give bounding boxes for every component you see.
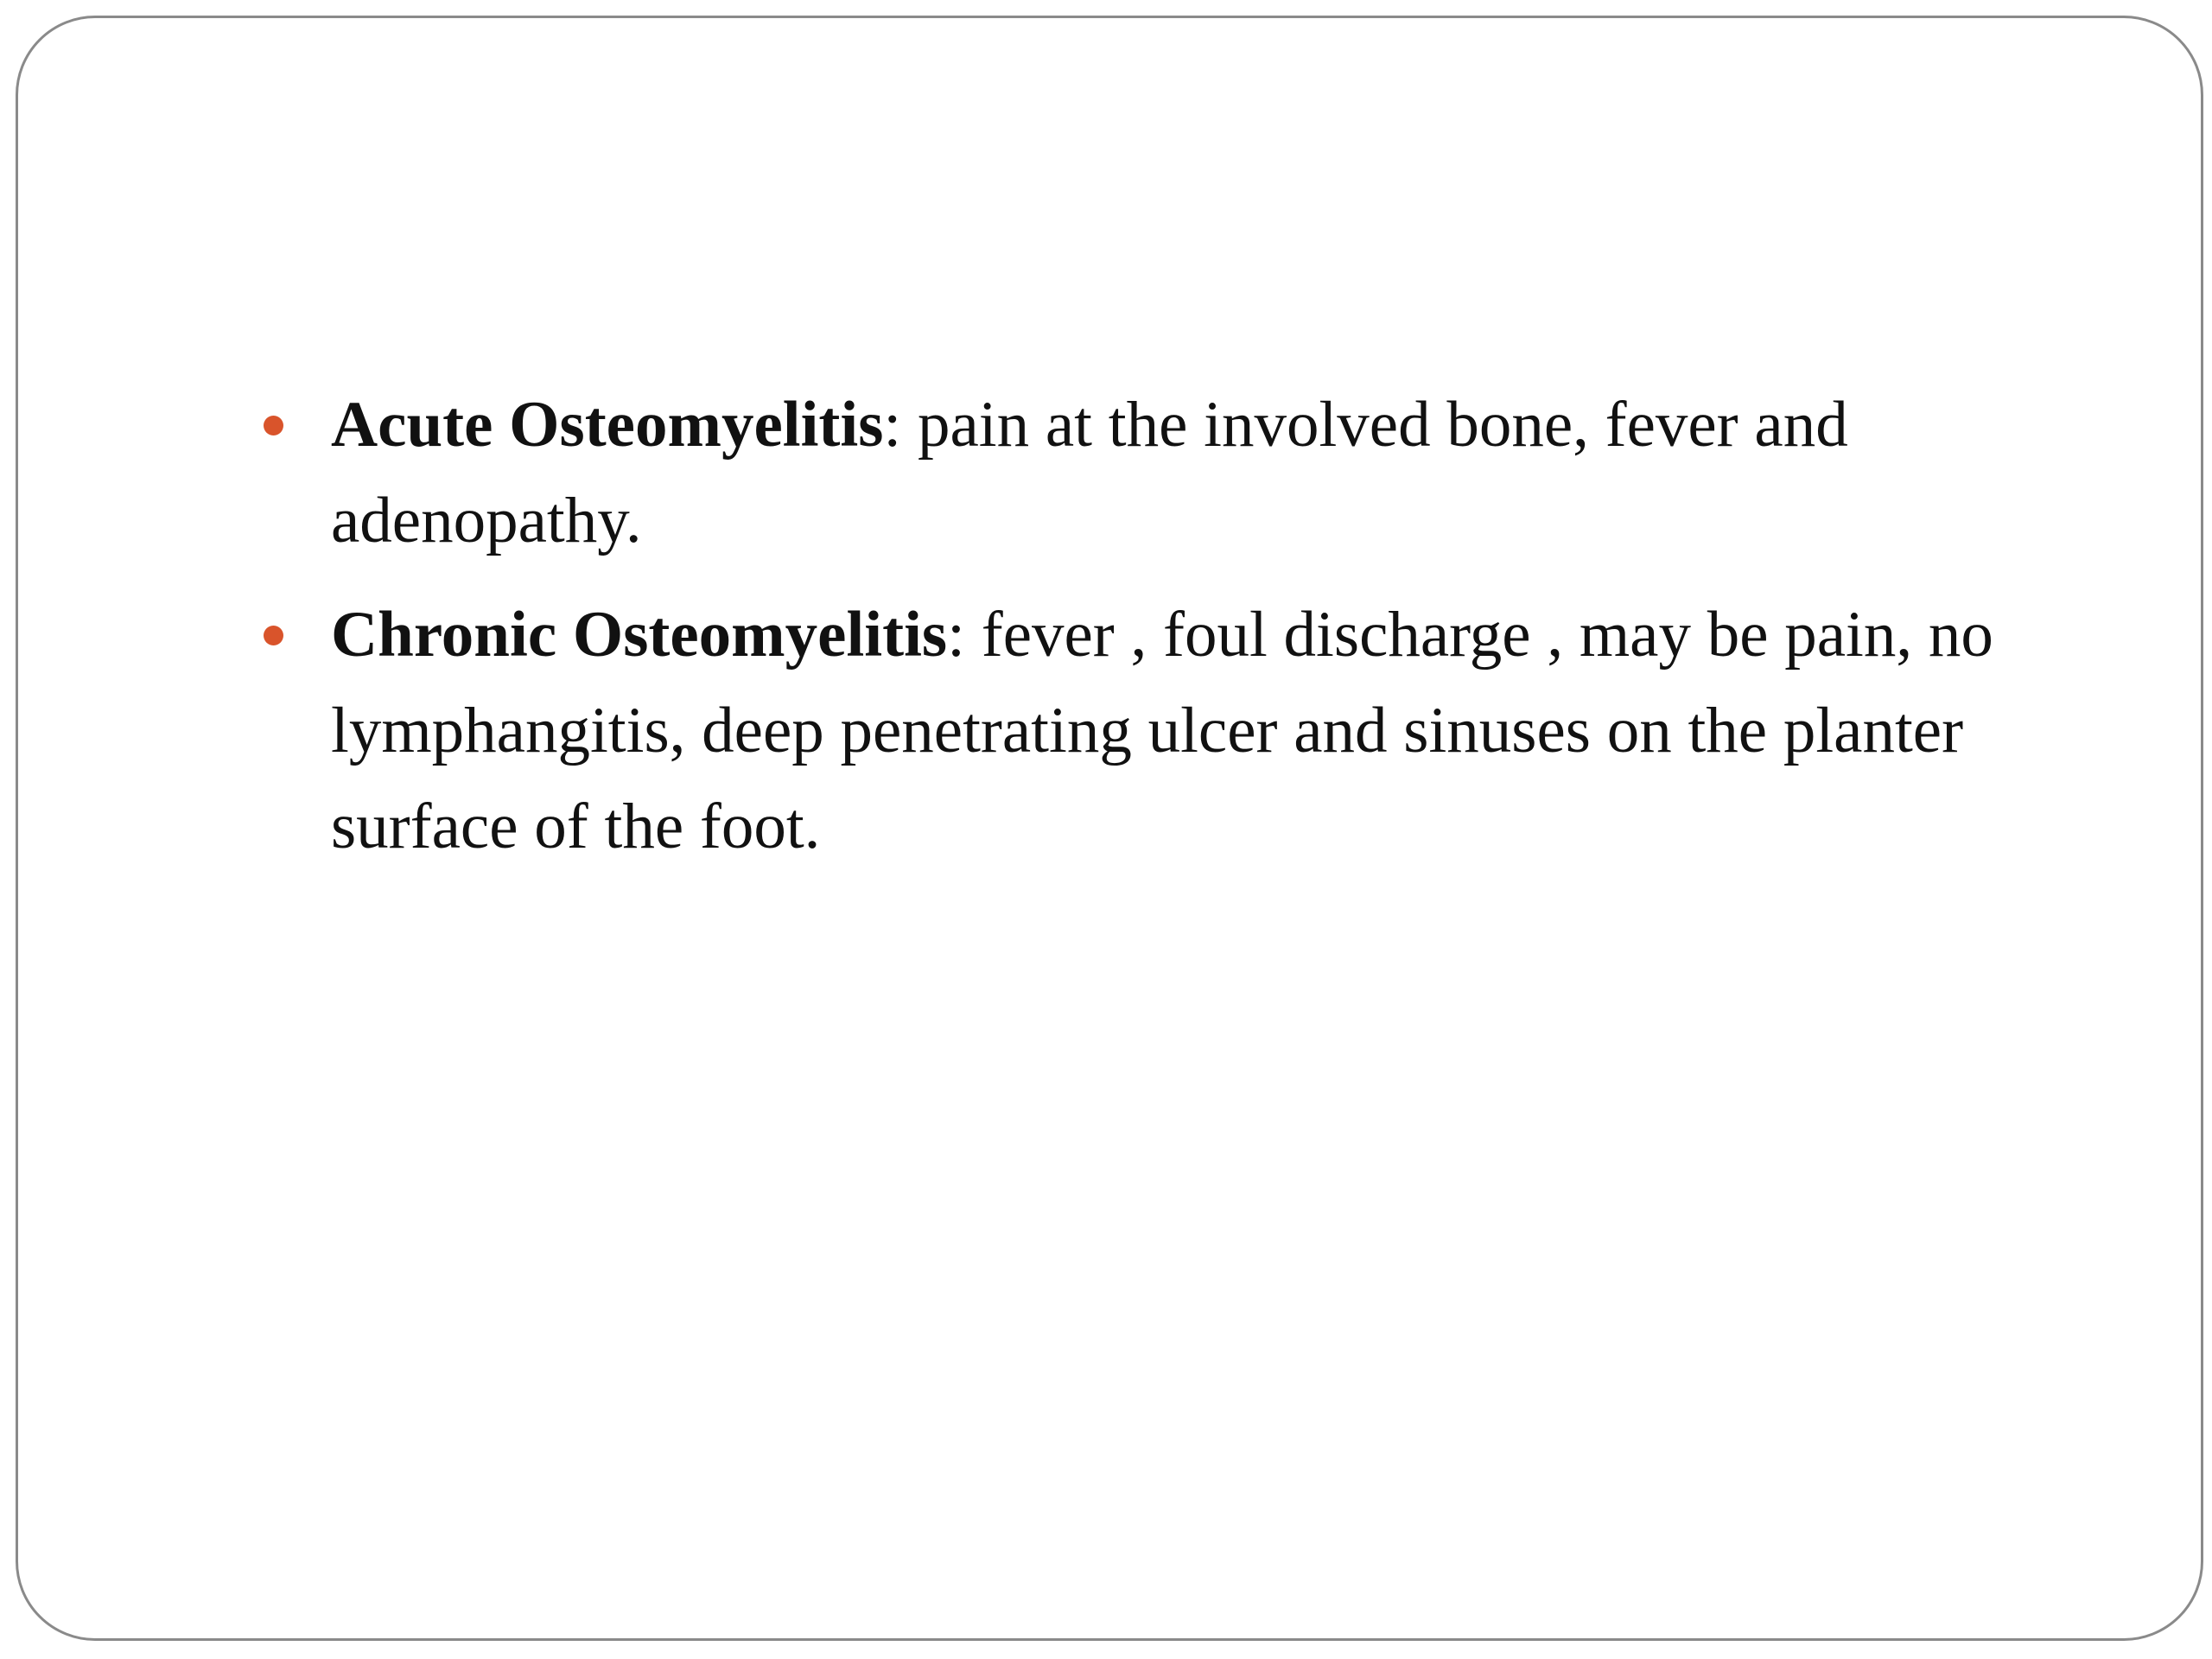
- bullet-item-chronic-osteomyelitis: [247, 587, 2088, 874]
- bullet-icon: [264, 626, 283, 645]
- bullet-separator: :: [947, 599, 965, 671]
- bullet-icon: [264, 416, 283, 435]
- slide-frame: [16, 16, 2203, 1641]
- bullet-term: Chronic Osteomyelitis: [331, 599, 948, 671]
- bullet-item-acute-osteomyelitis: [247, 377, 2088, 569]
- slide-content: [18, 18, 2201, 1638]
- bullet-separator: :: [883, 389, 902, 461]
- bullet-term: Acute Osteomyelitis: [331, 389, 884, 461]
- bullet-description: fever , foul discharge , may be pain, no lymphangitis, deep penetrating ulcer and sinuses on the planter surface of the foot.: [331, 599, 1993, 862]
- bullet-description: pain at the involved bone, fever and adenopathy.: [331, 389, 1848, 556]
- bullet-list: [247, 377, 2088, 893]
